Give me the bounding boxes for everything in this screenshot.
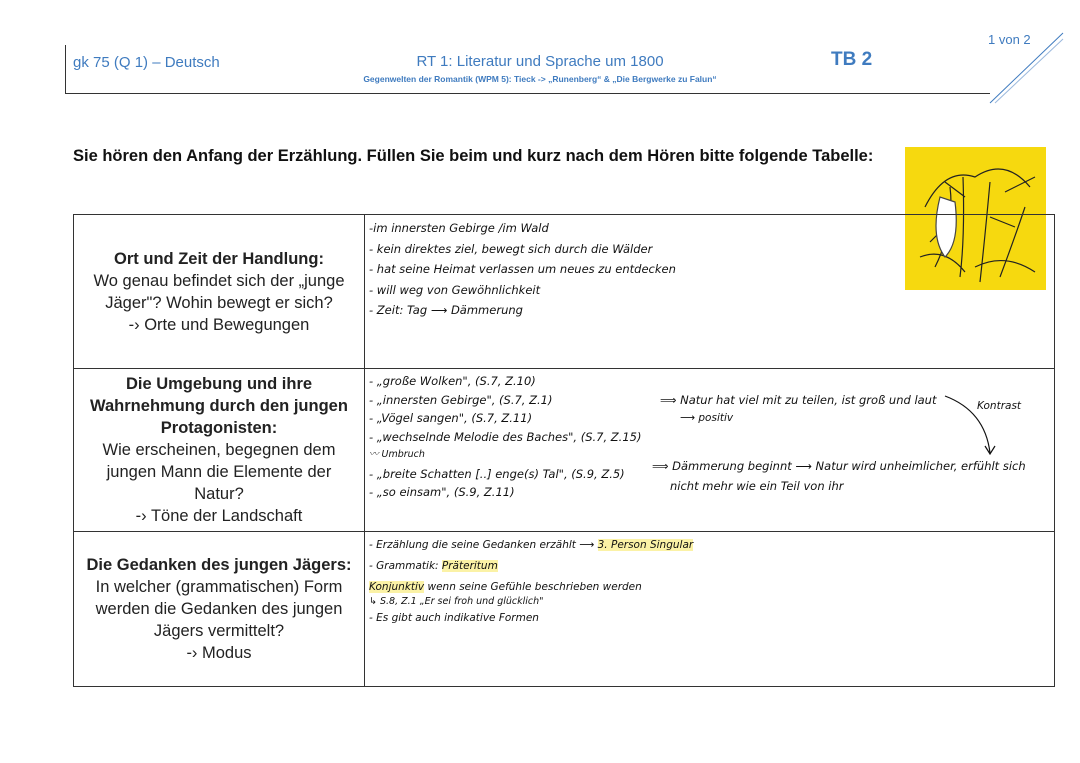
note-positive: ⟶ positiv [680,412,734,424]
header-title-block [330,53,750,84]
answer-line [369,535,1050,556]
note-nature-positive: ⟹ Natur hat viel mit zu teilen, ist groß und laut [660,393,937,407]
highlighted-text: Präteritum [441,560,498,572]
answer-line [369,580,1050,595]
question-title: Die Gedanken des jungen Jägers: [86,556,352,574]
answer-text: wenn seine Gefühle beschrieben werden [424,581,642,593]
answer-cell [365,532,1055,687]
answer-line: - hat seine Heimat verlassen um neues zu entdecken [369,262,676,276]
tb-label: TB 2 [831,49,873,70]
header-title: RT 1: Literatur und Sprache um 1800 [416,53,664,70]
question-text: Wo genau befindet sich der „junge Jäger"? Wohin bewegt er sich? [93,271,345,312]
question-hint: -› Modus [186,644,252,662]
note-dusk: ⟹ Dämmerung beginnt ⟶ Natur wird unheimlicher, erfühlt sich [652,459,1026,473]
answer-line: - „innersten Gebirge", (S.7, Z.1) [369,392,553,407]
note-contrast: Kontrast [977,400,1022,412]
page-number: 1 von 2 [988,32,1031,47]
answer-cell [365,369,1055,532]
question-text: In welcher (grammatischen) Form werden die Gedanken des jungen Jägers vermittelt? [95,578,343,640]
answer-line: - „breite Schatten [..] enge(s) Tal", (S.9, Z.5) [369,466,625,481]
answer-line: - „Vögel sangen", (S.7, Z.11) [369,411,533,425]
answer-line: -im innersten Gebirge /im Wald [369,221,549,235]
answer-text: - Grammatik: [369,560,442,572]
question-cell [74,369,365,532]
answer-line: - kein direktes ziel, bewegt sich durch die Wälder [369,241,653,256]
answer-line: - will weg von Gewöhnlichkeit [369,282,541,297]
worksheet-table [73,214,1055,687]
question-cell [74,532,365,687]
header-divider-horizontal [65,93,990,94]
contrast-arrow-icon [940,391,1000,461]
note-dusk-cont: nicht mehr wie ein Teil von ihr [670,479,844,493]
answer-text: - Erzählung die seine Gedanken erzählt ⟶ [369,539,598,551]
table-row [74,215,1055,369]
highlighted-text: 3. Person Singular [597,539,694,551]
answer-line [369,556,1050,577]
answer-line: ↳ S.8, Z.1 „Er sei froh und glücklich" [369,596,544,607]
answer-line: - „große Wolken", (S.7, Z.10) [369,374,536,388]
decorative-slash-icon [985,25,1065,105]
answer-line: - „so einsam", (S.9, Z.11) [369,485,515,499]
question-cell [74,215,365,369]
question-hint: -› Orte und Bewegungen [128,315,310,334]
answer-line: 〰 Umbruch [369,449,425,460]
answer-line: - Zeit: Tag ⟶ Dämmerung [369,303,523,317]
question-title: Ort und Zeit der Handlung: [114,249,324,268]
answer-line: - Es gibt auch indikative Formen [369,612,539,624]
course-label: gk 75 (Q 1) – Deutsch [73,54,220,71]
instruction-text: Sie hören den Anfang der Erzählung. Füllen Sie beim und kurz nach dem Hören bitte folgende Tabelle: [73,147,874,165]
header-divider-vertical [65,45,66,94]
highlighted-text: Konjunktiv [369,581,425,593]
question-hint: -› Töne der Landschaft [135,507,303,525]
header-subtitle: Gegenwelten der Romantik (WPM 5): Tieck -> „Runenberg“ & „Die Bergwerke zu Falun“ [363,74,717,84]
table-row [74,369,1055,532]
question-title: Die Umgebung und ihre Wahrnehmung durch den jungen Protagonisten: [90,375,348,437]
answer-cell [365,215,1055,369]
answer-line: - „wechselnde Melodie des Baches", (S.7, Z.15) [369,429,642,444]
table-row [74,532,1055,687]
question-text: Wie erscheinen, begegnen dem jungen Mann die Elemente der Natur? [102,441,336,503]
